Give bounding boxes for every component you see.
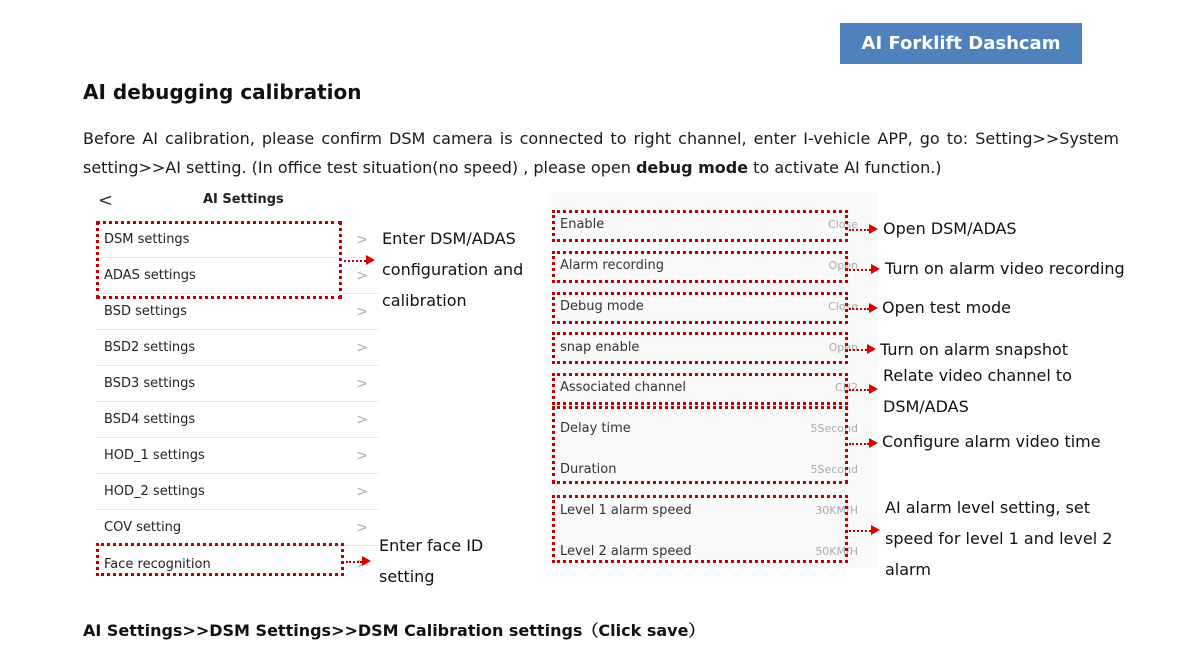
video-time-highlight-box [552, 406, 848, 484]
intro-word: to [610, 129, 627, 148]
connector-dotted-line [849, 229, 869, 231]
note-alarm-level-setting: AI alarm level setting, set speed for level 1 and level 2 alarm [885, 498, 1113, 579]
snap-enable-highlight-box [552, 332, 848, 364]
menu-item-bsd2-settings[interactable]: BSD2 settings > [96, 330, 378, 366]
intro-word: AI [142, 129, 159, 148]
chevron-right-icon: > [356, 447, 368, 464]
row-level1-alarm-speed[interactable]: Level 1 alarm speed 30KM/H [560, 502, 858, 518]
row-snap-enable[interactable]: snap enable Open [560, 339, 858, 355]
intro-word: DSM [389, 129, 426, 148]
dsm-adas-highlight-box [96, 221, 342, 299]
chevron-right-icon: > [356, 556, 368, 572]
arrow-right-icon [869, 438, 878, 448]
associated-channel-highlight-box [552, 373, 848, 405]
chevron-right-icon: > [356, 303, 368, 320]
menu-item-adas-settings[interactable]: ADAS settings > [96, 258, 378, 294]
intro-word: is [499, 129, 513, 148]
row-duration[interactable]: Duration 5Second [560, 461, 858, 477]
document-banner: AI Forklift Dashcam [840, 23, 1082, 64]
arrow-right-icon [869, 384, 878, 394]
menu-item-hod1-settings[interactable]: HOD_1 settings > [96, 438, 378, 474]
intro-word: camera [432, 129, 493, 148]
enable-highlight-box [552, 210, 848, 242]
arrow-right-icon [867, 344, 876, 354]
chevron-right-icon: > [356, 339, 368, 356]
ai-settings-title: AI Settings [203, 192, 284, 207]
arrow-right-icon [362, 556, 371, 566]
connector-dotted-line [849, 349, 867, 351]
debug-mode-emphasis: debug mode [635, 158, 749, 177]
face-recognition-highlight-box [96, 543, 344, 576]
menu-item-bsd4-settings[interactable]: BSD4 settings > [96, 402, 378, 438]
intro-paragraph [83, 124, 1119, 182]
intro-word: connected [519, 129, 604, 148]
intro-word: APP, [877, 129, 913, 148]
row-associated-channel[interactable]: Associated channel CH2 [560, 379, 858, 395]
intro-word: Setting>>System [975, 129, 1119, 148]
debug-mode-highlight-box [552, 292, 848, 324]
intro-word: to: [946, 129, 969, 148]
intro-word: I-vehicle [803, 129, 871, 148]
intro-word: enter [753, 129, 797, 148]
connector-dotted-line [849, 443, 869, 445]
note-enter-dsm-adas: Enter DSM/ADAS configuration and calibration [382, 229, 524, 310]
intro-word: please [261, 129, 315, 148]
row-enable[interactable]: Enable Close [560, 216, 858, 232]
arrow-right-icon [869, 303, 878, 313]
menu-item-dsm-settings[interactable]: DSM settings > [96, 222, 378, 258]
section-title: AI debugging calibration [83, 80, 362, 104]
chevron-right-icon: > [356, 411, 368, 428]
intro-line-2: setting>>AI setting. (In office test situation(no speed) , please open debug mode to activate AI function.) [83, 158, 942, 177]
menu-item-hod2-settings[interactable]: HOD_2 settings > [96, 474, 378, 510]
menu-item-bsd-settings[interactable]: BSD settings > [96, 294, 378, 330]
arrow-right-icon [869, 224, 878, 234]
footer-navigation-path: AI Settings>>DSM Settings>>DSM Calibration settings（Click save） [83, 621, 705, 640]
chevron-right-icon: > [356, 231, 368, 248]
menu-item-bsd3-settings[interactable]: BSD3 settings > [96, 366, 378, 402]
note-open-dsm-adas: Open DSM/ADAS [883, 219, 1017, 238]
chevron-right-icon: > [356, 483, 368, 500]
note-configure-video-time: Configure alarm video time [882, 432, 1101, 451]
intro-word: go [919, 129, 940, 148]
connector-dotted-line [849, 389, 869, 391]
connector-dotted-line [849, 308, 869, 310]
arrow-right-icon [871, 264, 880, 274]
intro-word: Before [83, 129, 136, 148]
intro-word: confirm [321, 129, 382, 148]
row-delay-time[interactable]: Delay time 5Second [560, 420, 858, 436]
arrow-right-icon [366, 255, 375, 265]
row-level2-alarm-speed[interactable]: Level 2 alarm speed 50KM/H [560, 543, 858, 559]
row-alarm-recording[interactable]: Alarm recording Open [560, 257, 858, 273]
note-open-test-mode: Open test mode [882, 298, 1012, 317]
arrow-right-icon [871, 525, 880, 535]
connector-dotted-line [849, 269, 871, 271]
alarm-recording-highlight-box [552, 251, 848, 283]
intro-word: right [633, 129, 672, 148]
back-chevron-icon[interactable]: < [98, 190, 114, 211]
note-alarm-video-recording: Turn on alarm video recording [885, 259, 1125, 278]
intro-word: calibration, [165, 129, 255, 148]
menu-item-cov-setting[interactable]: COV setting > [96, 510, 378, 546]
note-alarm-snapshot: Turn on alarm snapshot [880, 340, 1069, 359]
note-enter-face-id: Enter face ID setting [379, 536, 484, 586]
chevron-right-icon: > [356, 267, 368, 284]
connector-dotted-line [849, 530, 871, 532]
chevron-right-icon: > [356, 375, 368, 392]
alarm-speed-highlight-box [552, 495, 848, 563]
intro-word: channel, [678, 129, 747, 148]
connector-dotted-line [344, 260, 366, 262]
intro-line-1 [83, 124, 1119, 153]
menu-item-face-recognition[interactable]: Face recognition > [104, 556, 368, 572]
chevron-right-icon: > [356, 519, 368, 536]
note-relate-video-channel: Relate video channel to DSM/ADAS [883, 366, 1072, 416]
row-debug-mode[interactable]: Debug mode Close [560, 298, 858, 314]
connector-dotted-line [346, 561, 362, 563]
